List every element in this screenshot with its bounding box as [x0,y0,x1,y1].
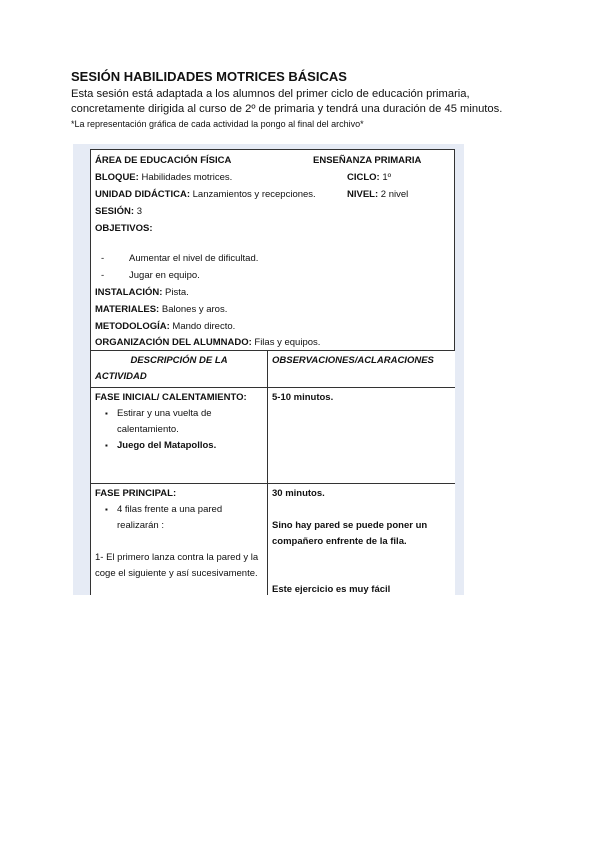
materiales-row: MATERIALES: Balones y aros. [95,304,228,315]
ensenanza-label: ENSEÑANZA PRIMARIA [313,155,422,166]
activity-table [90,350,455,595]
instalacion-row: INSTALACIÓN: Pista. [95,287,189,298]
fase-principal-cell: FASE PRINCIPAL: ▪ 4 filas frente a una pared realizarán : 1- El primero lanza contra la pared y la coge el siguiente y así sucesivamente. [91,484,268,596]
intro-paragraph [71,87,511,117]
note-text: *La representación gráfica de cada actividad la pongo al final del archivo* [71,119,364,129]
list-item: ▪ Estirar y una vuelta de calentamiento. [117,406,263,438]
list-item: ▪ 4 filas frente a una pared realizarán : [117,502,223,534]
organizacion-row: ORGANIZACIÓN DEL ALUMNADO: Filas y equipos. [95,337,321,348]
table-row [91,484,456,596]
unidad-row: UNIDAD DIDÁCTICA: Lanzamientos y recepciones. [95,189,316,200]
list-item: ▪ Juego del Matapollos. [117,438,263,454]
objetivo-marker: - [101,253,105,264]
ciclo-row: CICLO: 1º [347,172,392,183]
metodologia-row: METODOLOGÍA: Mando directo. [95,321,236,332]
fase-principal-obs: 30 minutos. Sino hay pared se puede poner un compañero enfrente de la fila. Este ejercicio es muy fácil [268,484,456,596]
fase-inicial-time: 5-10 minutos. [268,388,456,484]
table-header-row [91,351,456,388]
col-description-header: DESCRIPCIÓN DE LA ACTIVIDAD [91,351,268,388]
objetivo-item: Jugar en equipo. [129,270,200,281]
document-page [90,149,455,595]
page-title: SESIÓN HABILIDADES MOTRICES BÁSICAS [71,69,347,84]
fase-inicial-cell: FASE INICIAL/ CALENTAMIENTO: ▪ Estirar y una vuelta de calentamiento. ▪ Juego del Matapollos. [91,388,268,484]
table-row [91,388,456,484]
bloque-row: BLOQUE: Habilidades motrices. [95,172,233,183]
objetivo-item: Aumentar el nivel de dificultad. [129,253,259,264]
col-observations-header: OBSERVACIONES/ACLARACIONES [268,351,456,388]
nivel-row: NIVEL: 2 nivel [347,189,409,200]
objetivos-label: OBJETIVOS: [95,223,153,234]
embedded-document [73,144,464,595]
sesion-row: SESIÓN: 3 [95,206,142,217]
area-label: ÁREA DE EDUCACIÓN FÍSICA [95,155,232,166]
principal-description: 1- El primero lanza contra la pared y la coge el siguiente y así sucesivamente. [95,552,259,579]
cut-off-text: Este ejercicio es muy fácil [272,584,391,595]
objetivo-marker: - [101,270,105,281]
intro-line: Esta sesión está adaptada a los alumnos del primer ciclo de educación primaria, [71,88,470,100]
intro-line: concretamente dirigida al curso de 2º de primaria y tendrá una duración de 45 minutos. [71,103,503,115]
session-header [90,149,455,350]
